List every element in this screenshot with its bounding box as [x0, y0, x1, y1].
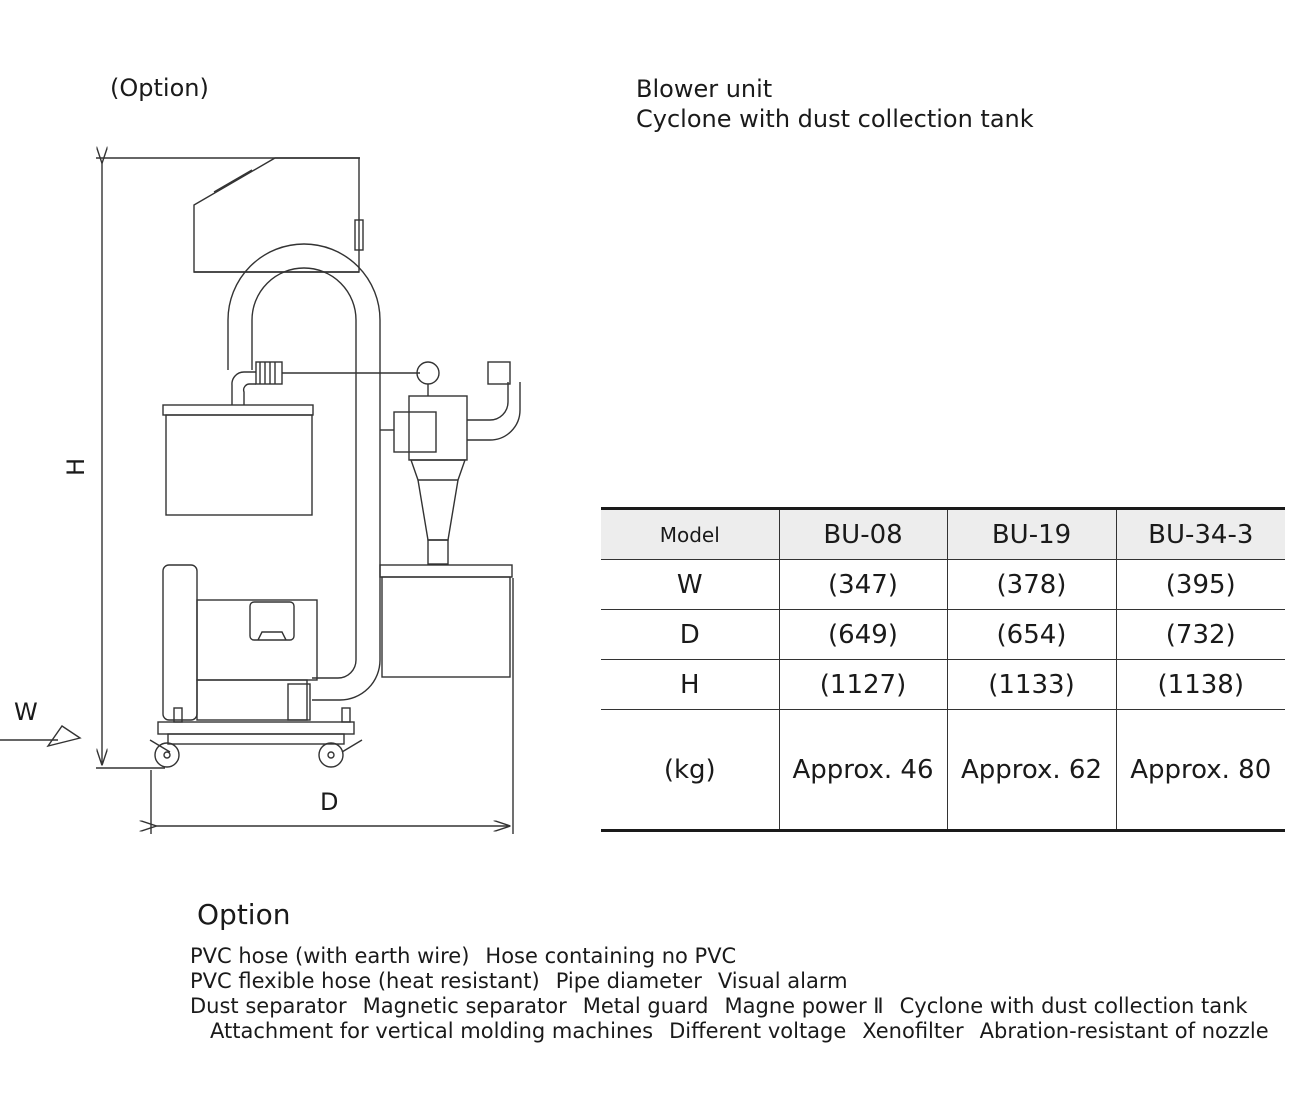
machine-drawing [0, 140, 600, 840]
options-line-2 [190, 969, 1285, 994]
table-cell: (1133) [947, 660, 1116, 710]
option-item: Magne power Ⅱ [724, 994, 884, 1018]
option-item: Cyclone with dust collection tank [899, 994, 1248, 1018]
table-cell: Approx. 62 [947, 710, 1116, 831]
unit-cyclone: Cyclone with dust collection tank [636, 105, 1034, 133]
spec-table [601, 507, 1285, 832]
option-item: Different voltage [669, 1019, 847, 1043]
table-cell: (649) [779, 610, 947, 660]
header-model: Model [601, 509, 779, 560]
options-line-1 [190, 944, 1285, 969]
option-item: PVC hose (with earth wire) [190, 944, 470, 968]
hose-loop [228, 244, 380, 700]
option-item: Magnetic separator [362, 994, 567, 1018]
option-item: Metal guard [582, 994, 709, 1018]
table-row [601, 560, 1285, 610]
option-item: Attachment for vertical molding machines [210, 1019, 654, 1043]
material-hopper [163, 362, 439, 515]
base-frame [150, 708, 362, 767]
option-item: Pipe diameter [555, 969, 702, 993]
table-cell: (732) [1116, 610, 1285, 660]
table-row [601, 710, 1285, 831]
table-header-row [601, 509, 1285, 560]
width-label: W [14, 698, 38, 726]
height-label: H [62, 457, 90, 476]
row-label-kg: (kg) [601, 710, 779, 831]
table-row [601, 660, 1285, 710]
option-item: Visual alarm [717, 969, 848, 993]
table-cell: (1127) [779, 660, 947, 710]
blower-control-box [194, 158, 363, 272]
option-item: Hose containing no PVC [485, 944, 737, 968]
option-item: PVC flexible hose (heat resistant) [190, 969, 540, 993]
table-cell: Approx. 80 [1130, 754, 1272, 785]
header-bu-19: BU-19 [947, 509, 1116, 560]
options-line-3 [190, 994, 1285, 1019]
table-cell: (1138) [1116, 660, 1285, 710]
depth-label: D [320, 788, 339, 816]
table-cell: Approx. 46 [779, 710, 947, 831]
option-item: Abration-resistant of nozzle [979, 1019, 1269, 1043]
width-dimension [0, 726, 80, 746]
table-cell: (378) [947, 560, 1116, 610]
option-item: Dust separator [190, 994, 347, 1018]
unit-list [636, 74, 1034, 134]
header-bu-34-3: BU-34-3 [1116, 509, 1285, 560]
unit-blower: Blower unit [636, 75, 773, 103]
blower-motor [163, 565, 317, 720]
option-caption: (Option) [110, 74, 209, 102]
table-cell: (654) [947, 610, 1116, 660]
height-dimension [96, 158, 360, 768]
table-cell: (395) [1116, 560, 1285, 610]
cyclone [380, 362, 520, 564]
row-label-w: W [601, 560, 779, 610]
header-bu-08: BU-08 [779, 509, 947, 560]
option-item: Xenofilter [862, 1019, 964, 1043]
options-list [190, 944, 1285, 1044]
options-heading: Option [197, 898, 291, 931]
table-cell: (347) [779, 560, 947, 610]
row-label-d: D [601, 610, 779, 660]
table-row [601, 610, 1285, 660]
dust-collection-tank [380, 565, 512, 677]
row-label-h: H [601, 660, 779, 710]
options-line-4 [190, 1019, 1285, 1044]
